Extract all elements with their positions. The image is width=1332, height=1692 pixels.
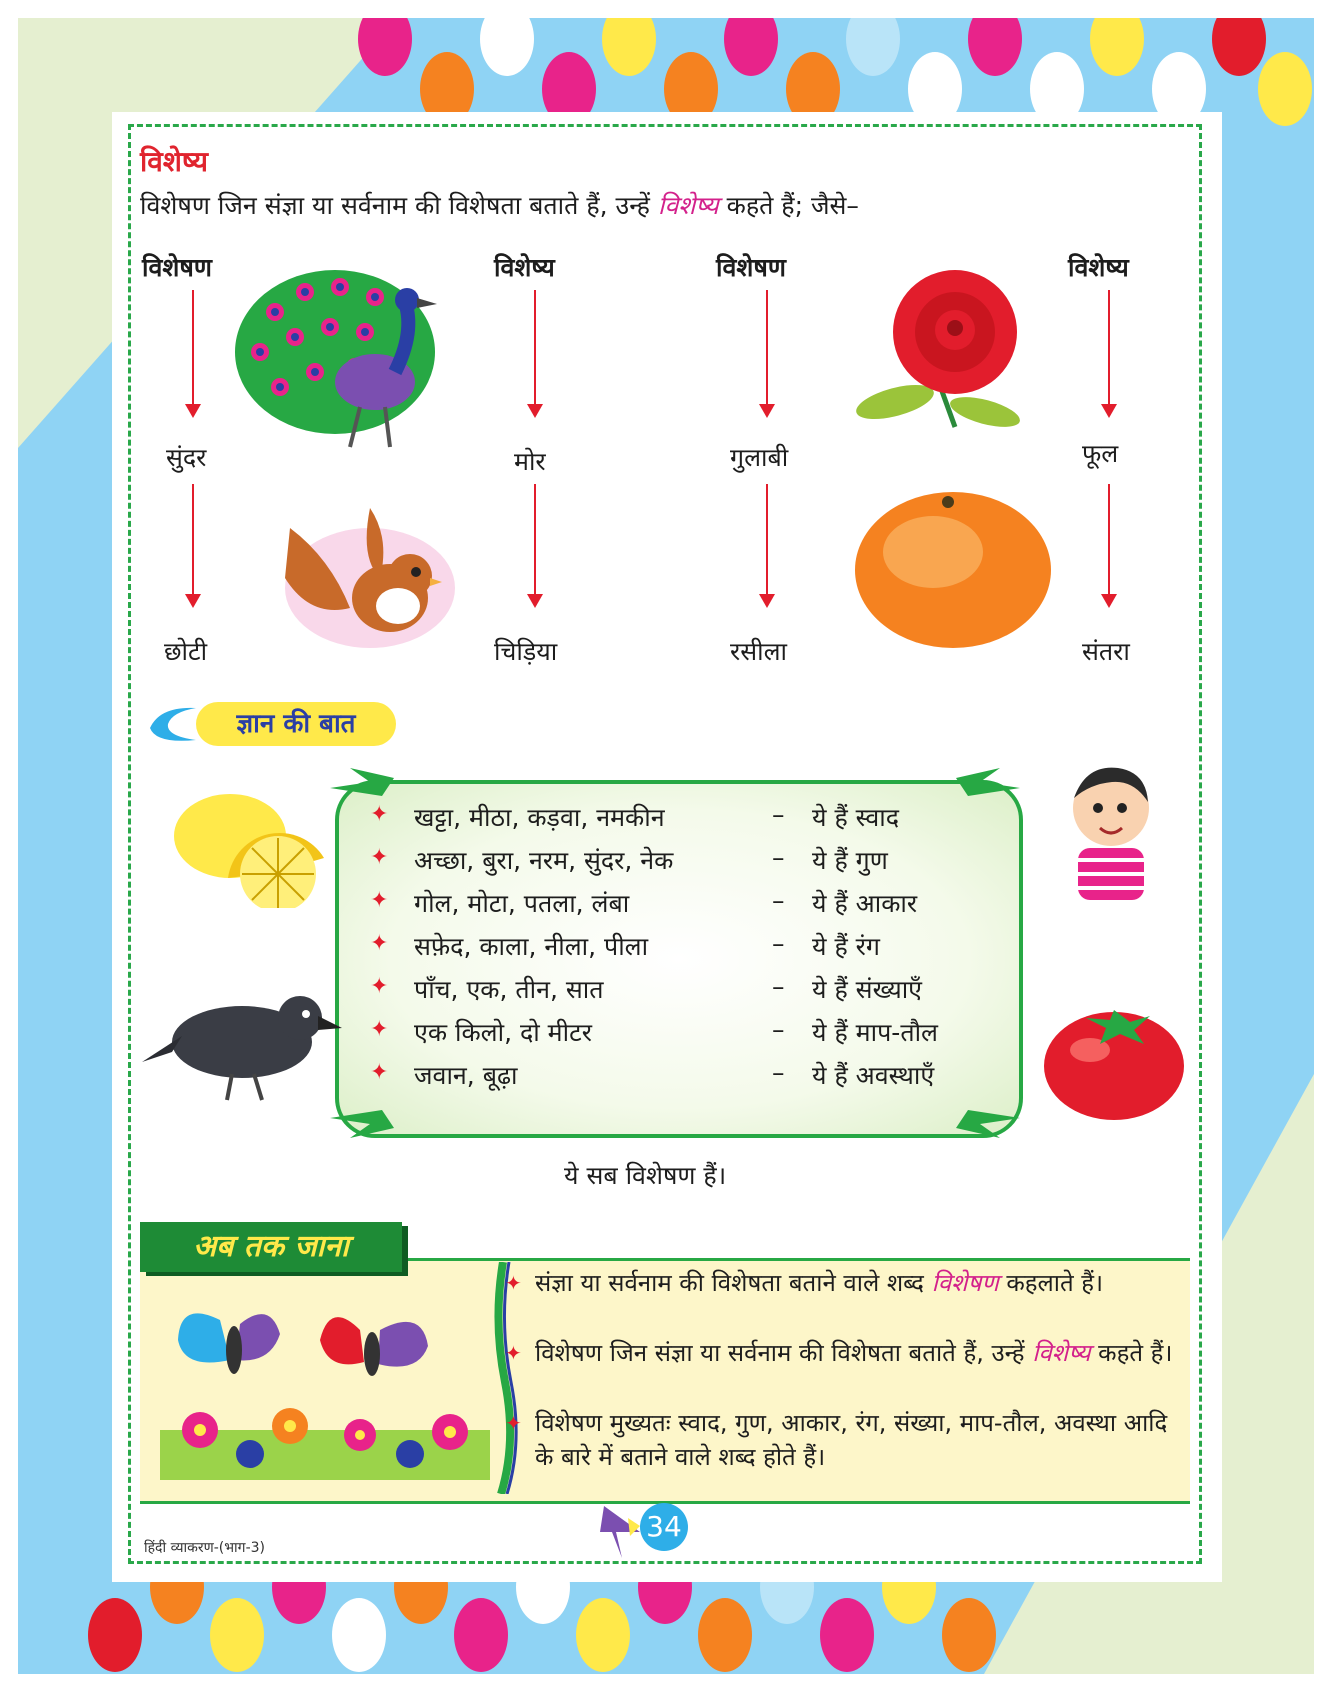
summary-item-highlight: विशेषण [931, 1269, 999, 1297]
footer-book-title: हिंदी व्याकरण-(भाग-3) [144, 1540, 265, 1556]
fact-dash: – [772, 843, 785, 872]
star-bullet-icon: ✦ [505, 1271, 522, 1295]
example-word: फूल [1082, 439, 1119, 468]
fact-category: ये हैं रंग [812, 932, 880, 961]
summary-item-after: कहते हैं। [1098, 1339, 1173, 1367]
bg-dot [820, 1598, 874, 1672]
tomato-illustration [1040, 1000, 1190, 1124]
star-bullet-icon: ✦ [370, 974, 389, 999]
col-header-visheshya-1: विशेष्य [494, 253, 555, 282]
example-word: चिड़िया [494, 637, 558, 666]
col-header-visheshya-2: विशेष्य [1068, 253, 1129, 282]
star-bullet-icon: ✦ [505, 1341, 522, 1365]
lemon-illustration [168, 788, 328, 908]
butterflies-flowers-illustration [160, 1290, 490, 1480]
bg-dot [724, 18, 778, 76]
star-bullet-icon: ✦ [505, 1411, 522, 1435]
orange-illustration [848, 482, 1058, 652]
star-bullet-icon: ✦ [370, 888, 389, 913]
col-header-visheshan-1: विशेषण [142, 253, 212, 282]
example-word: संतरा [1082, 637, 1130, 666]
summary-item [505, 1266, 1185, 1300]
star-bullet-icon: ✦ [370, 802, 389, 827]
fact-dash: – [772, 1058, 785, 1087]
boy-illustration [1056, 758, 1166, 908]
arrow-down-icon [534, 484, 536, 602]
summary-item [505, 1336, 1185, 1370]
bg-dot [480, 18, 534, 76]
swoosh-icon [140, 702, 200, 746]
star-bullet-icon: ✦ [370, 1017, 389, 1042]
bg-dot [1212, 18, 1266, 76]
example-word: सुंदर [166, 443, 207, 472]
fact-dash: – [772, 929, 785, 958]
definition-before: विशेषण जिन संज्ञा या सर्वनाम की विशेषता बताते हैं, उन्हें [140, 191, 650, 220]
bg-dot [210, 1598, 264, 1672]
page-number: 34 [640, 1503, 688, 1551]
rose-illustration [845, 262, 1045, 432]
crow-illustration [142, 976, 342, 1106]
fact-words: गोल, मोटा, पतला, लंबा [414, 889, 630, 918]
definition-after: कहते हैं; जैसे– [726, 191, 859, 220]
arrow-down-icon [1108, 484, 1110, 602]
summary-item-after: कहलाते हैं। [1006, 1269, 1104, 1297]
bg-dot [1090, 18, 1144, 76]
knowledge-label: ज्ञान की बात [196, 702, 396, 746]
fact-category: ये हैं संख्याएँ [812, 975, 922, 1004]
bg-dot [1258, 52, 1312, 126]
fact-words: एक किलो, दो मीटर [414, 1018, 592, 1047]
bg-dot [602, 18, 656, 76]
summary-item-before: विशेषण मुख्यतः स्वाद, गुण, आकार, रंग, संख्या, माप-तौल, अवस्था आदि के बारे में बताने वाले शब्द होते हैं। [535, 1409, 1168, 1471]
summary-item-before: विशेषण जिन संज्ञा या सर्वनाम की विशेषता बताते हैं, उन्हें [535, 1339, 1025, 1367]
bg-dot [576, 1598, 630, 1672]
star-bullet-icon: ✦ [370, 845, 389, 870]
fact-category: ये हैं स्वाद [812, 803, 900, 832]
bg-dot [942, 1598, 996, 1672]
fact-category: ये हैं माप-तौल [812, 1018, 938, 1047]
bg-dot [846, 18, 900, 76]
fact-words: अच्छा, बुरा, नरम, सुंदर, नेक [414, 846, 674, 875]
arrow-down-icon [766, 484, 768, 602]
col-header-visheshan-2: विशेषण [716, 253, 786, 282]
knowledge-conclusion: ये सब विशेषण हैं। [564, 1161, 727, 1190]
section-heading: विशेष्य [140, 145, 209, 178]
sparrow-illustration [270, 498, 460, 658]
fact-words: पाँच, एक, तीन, सात [414, 975, 604, 1004]
example-word: मोर [514, 447, 546, 476]
fact-dash: – [772, 886, 785, 915]
fact-words: जवान, बूढ़ा [414, 1061, 518, 1090]
arrow-down-icon [1108, 290, 1110, 412]
fact-words: खट्टा, मीठा, कड़वा, नमकीन [414, 803, 665, 832]
example-word: रसीला [730, 637, 788, 666]
fact-category: ये हैं आकार [812, 889, 918, 918]
fact-category: ये हैं अवस्थाएँ [812, 1061, 935, 1090]
summary-item [505, 1406, 1185, 1474]
bg-dot [698, 1598, 752, 1672]
peacock-illustration [225, 262, 465, 462]
arrow-down-icon [534, 290, 536, 412]
definition-highlight: विशेष्य [657, 191, 719, 220]
example-word: छोटी [164, 637, 208, 666]
fact-dash: – [772, 1015, 785, 1044]
star-bullet-icon: ✦ [370, 931, 389, 956]
bg-dot [88, 1598, 142, 1672]
example-word: गुलाबी [730, 443, 789, 472]
summary-item-highlight: विशेष्य [1032, 1339, 1091, 1367]
definition-text [140, 188, 859, 222]
arrow-down-icon [192, 290, 194, 412]
fact-category: ये हैं गुण [812, 846, 888, 875]
bg-dot [454, 1598, 508, 1672]
star-bullet-icon: ✦ [370, 1060, 389, 1085]
arrow-down-icon [192, 484, 194, 602]
arrow-down-icon [766, 290, 768, 412]
fact-words: सफ़ेद, काला, नीला, पीला [414, 932, 649, 961]
summary-banner: अब तक जाना [140, 1222, 402, 1272]
fact-dash: – [772, 972, 785, 1001]
summary-item-before: संज्ञा या सर्वनाम की विशेषता बताने वाले शब्द [535, 1269, 924, 1297]
bg-dot [332, 1598, 386, 1672]
fact-dash: – [772, 800, 785, 829]
star-ribbon-icon [600, 1502, 644, 1562]
bg-dot [968, 18, 1022, 76]
